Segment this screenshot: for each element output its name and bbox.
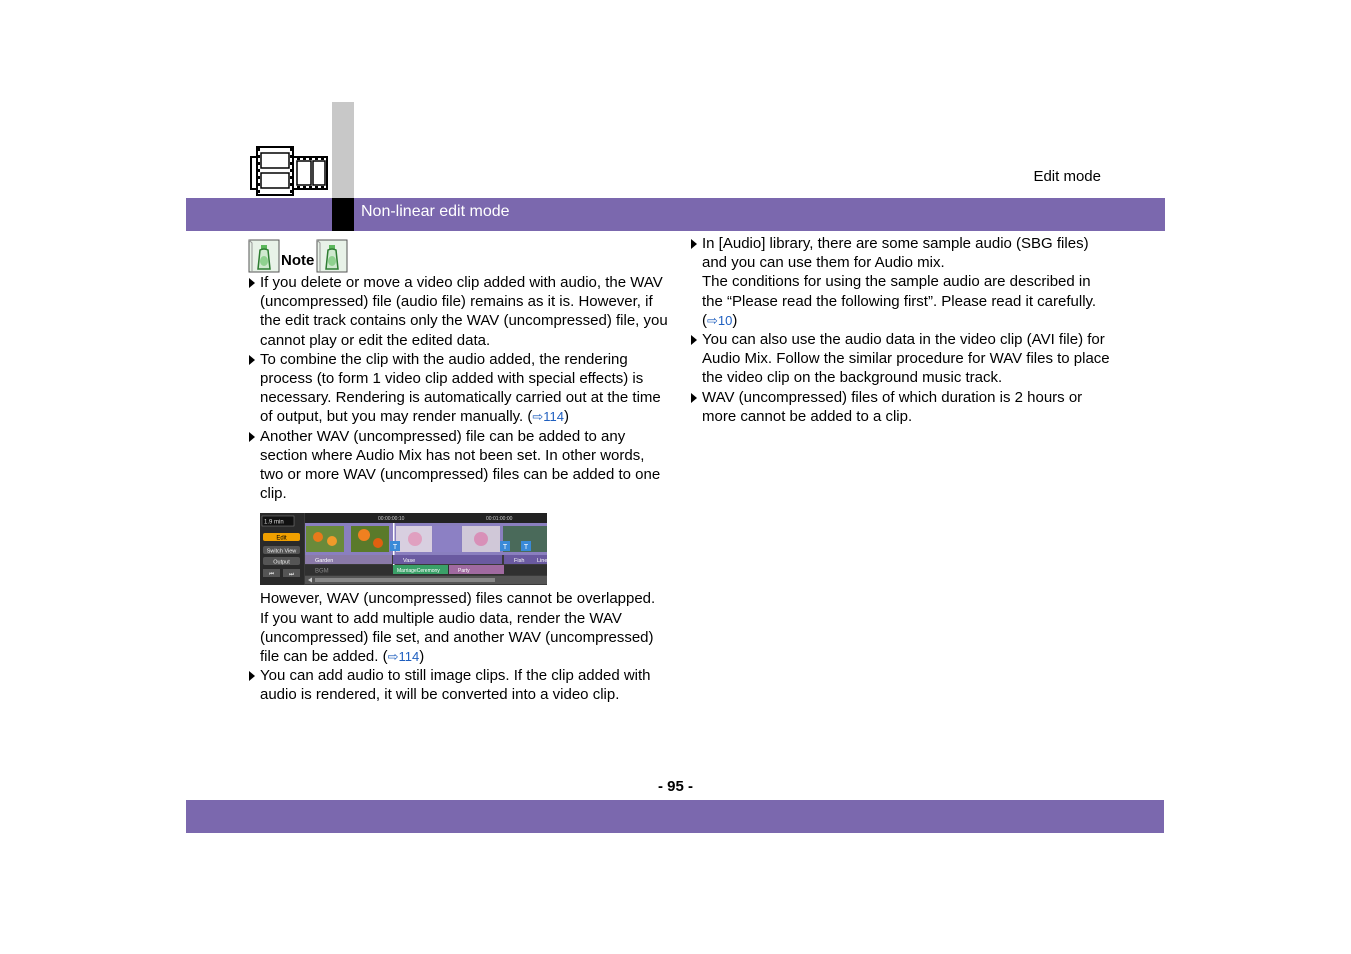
- switch-view-button: Switch View: [266, 548, 297, 555]
- right-triangle-bullet-icon: [249, 355, 255, 365]
- audio-clip-label: MarriageCeremony: [397, 568, 440, 575]
- right-triangle-bullet-icon: [249, 278, 255, 288]
- note-bullet: You can add audio to still image clips. If the clip added with audio is rendered, it will be converted into a video clip.: [248, 666, 668, 704]
- timecode-start: 00:00:00:10: [378, 516, 405, 523]
- note-continuation: The conditions for using the sample audio are described in the “Please read the following first”. Please read it carefully. (⇨10): [702, 273, 1097, 329]
- edit-button: Edit: [276, 535, 287, 542]
- note-continuation: If you want to add multiple audio data, render the WAV (uncompressed) file set, and another WAV (uncompressed) file can be added. (⇨114): [260, 609, 654, 666]
- note-bottle-icon: [316, 239, 348, 273]
- link-arrow-icon: ⇨: [532, 409, 544, 425]
- link-arrow-icon: ⇨: [387, 649, 399, 665]
- svg-text:⏭: ⏭: [289, 571, 294, 578]
- note-bullet: WAV (uncompressed) files of which duration is 2 hours or more cannot be added to a clip.: [690, 388, 1110, 426]
- right-triangle-bullet-icon: [691, 239, 697, 249]
- clip-label: Vase: [403, 558, 416, 565]
- svg-text:T: T: [392, 544, 398, 552]
- audio-clip-label: Party: [458, 568, 470, 575]
- svg-text:T: T: [523, 544, 529, 552]
- note-bullet: Another WAV (uncompressed) file can be added to any section where Audio Mix has not been set. In other words, two or more WAV (uncompressed) files can be added to one clip.: [248, 427, 668, 504]
- note-label: Note: [281, 251, 315, 269]
- timecode-end: 00:01:00:00: [486, 516, 513, 523]
- note-bullet: In [Audio] library, there are some sample audio (SBG files) and you can use them for Audio mix.: [690, 234, 1110, 272]
- section-label: Edit mode: [1033, 168, 1101, 185]
- right-triangle-bullet-icon: [691, 393, 697, 403]
- bgm-track-label: BGM: [315, 568, 329, 575]
- svg-text:⏮: ⏮: [269, 571, 274, 578]
- zoom-value: 1.9 min: [264, 519, 284, 526]
- film-strip-icon: [249, 145, 329, 197]
- note-bullet: You can also use the audio data in the video clip (AVI file) for Audio Mix. Follow the similar procedure for WAV files to place the video clip on the background music track.: [690, 330, 1110, 388]
- clip-label: Garden: [315, 558, 334, 565]
- timeline-screenshot: [260, 513, 551, 585]
- link-arrow-icon: ⇨: [707, 312, 718, 328]
- page-link[interactable]: ⇨10: [707, 312, 733, 328]
- note-continuation: However, WAV (uncompressed) files cannot be overlapped.: [260, 590, 656, 608]
- right-triangle-bullet-icon: [249, 671, 255, 681]
- page-link[interactable]: ⇨114: [532, 409, 565, 425]
- svg-text:T: T: [502, 544, 508, 552]
- clip-label: Fish: [514, 558, 525, 565]
- right-triangle-bullet-icon: [691, 335, 697, 345]
- header-gray-bar: [332, 102, 354, 198]
- clip-label: Lines: [537, 558, 551, 565]
- note-bottle-icon: [248, 239, 280, 273]
- output-button: Output: [273, 559, 290, 566]
- page-number: - 95 -: [657, 778, 693, 795]
- header-black-block: [332, 198, 354, 231]
- right-triangle-bullet-icon: [249, 432, 255, 442]
- page-title: Non-linear edit mode: [361, 203, 510, 220]
- footer-band: [186, 800, 1164, 833]
- page-link[interactable]: ⇨114: [387, 649, 420, 665]
- left-column: [248, 239, 668, 705]
- note-header: [248, 239, 668, 273]
- right-column: [690, 234, 1110, 426]
- note-bullet: To combine the clip with the audio added, the rendering process (to form 1 video clip added with special effects) is necessary. Rendering is automatically carried out at the time of output, but you may render manually. (⇨114): [248, 350, 668, 427]
- note-bullet: If you delete or move a video clip added with audio, the WAV (uncompressed) file (audio file) remains as it is. However, if the edit track contains only the WAV (uncompressed) file, you cannot play or edit the edited data.: [248, 273, 668, 350]
